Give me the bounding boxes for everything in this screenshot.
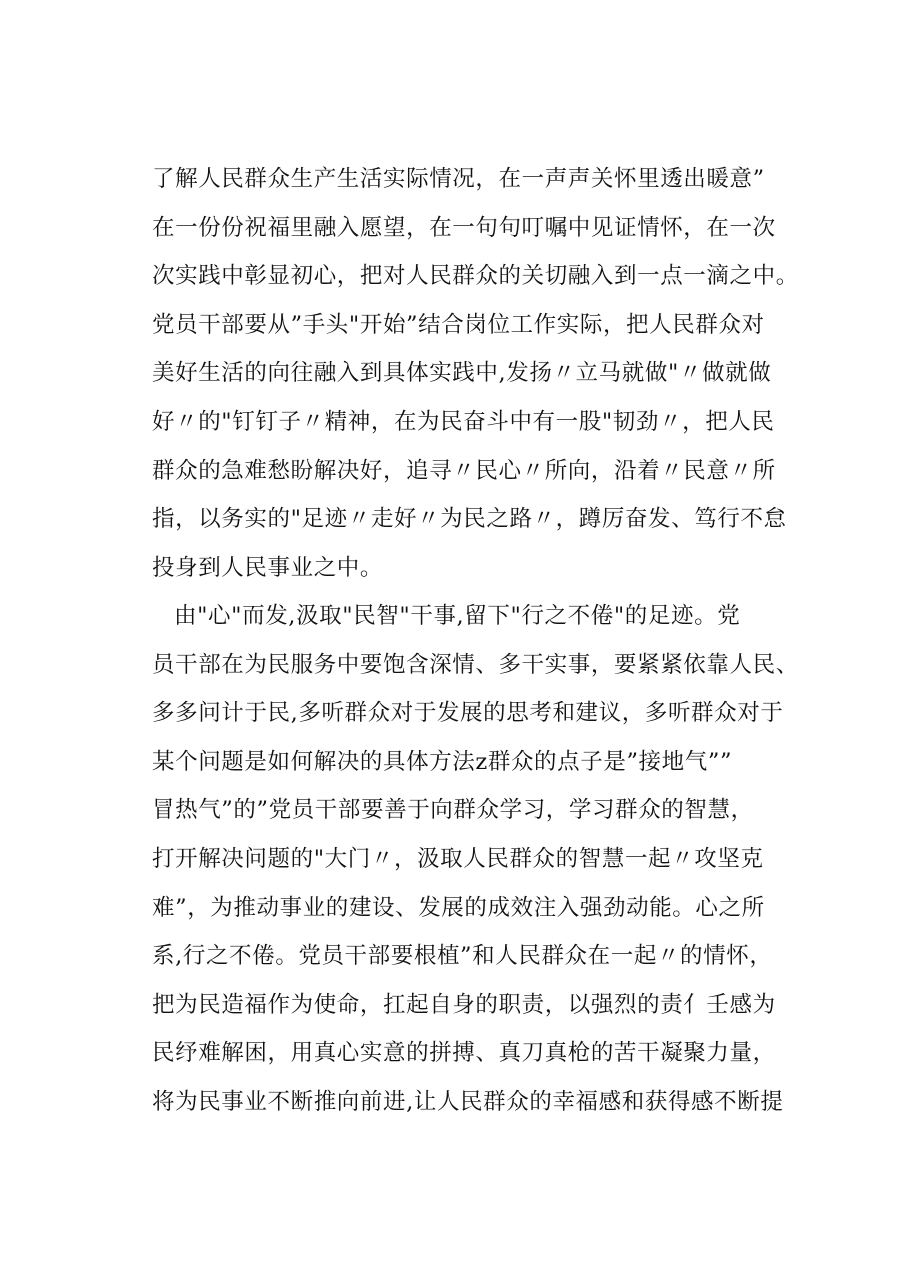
paragraph-1-line-8: 指，以务实的"足迹〃走好〃为民之路〃，蹲厉奋发、笃行不怠 [152,506,787,532]
paragraph-1-line-4: 党员干部要从”手头"开始”结合岗位工作实际，把人民群众对 [152,312,765,338]
paragraph-2-line-10: 民纾难解困，用真心实意的拼搏、真刀真枪的苦干凝聚力量， [152,1040,776,1066]
paragraph-2-line-11: 将为民事业不断推向前进,让人民群众的幸福感和获得感不断提 [152,1089,784,1115]
paragraph-2-line-9: 把为民造福作为使命，扛起自身的职责，以强烈的责亻壬感为 [152,992,776,1018]
paragraph-2-line-8: 系,行之不倦。党员干部要根植”和人民群众在一起〃的情怀， [152,943,773,969]
paragraph-1-line-2: 在一份份祝福里融入愿望，在一句句叮嘱中见证情怀，在一次 [152,215,776,241]
paragraph-2-line-1: 由"心"而发,汲取"民智"干事,留下"行之不倦"的足迹。党 [174,603,741,629]
paragraph-2-line-4: 某个问题是如何解决的具体方法z群众的点子是”接地气”” [152,749,733,775]
paragraph-1-line-3: 次实践中彰显初心，把对人民群众的关切融入到一点一滴之中。 [152,263,799,289]
paragraph-2-line-7: 难”，为推动事业的建设、发展的成效注入强劲动能。心之所 [152,895,765,921]
paragraph-1-line-7: 群众的急难愁盼解决好，追寻〃民心〃所向，沿着〃民意〃所 [152,458,776,484]
paragraph-1-line-6: 好〃的"钉钉子〃精神，在为民奋斗中有一股"韧劲〃，把人民 [152,409,775,435]
paragraph-2-line-5: 冒热气”的”党员干部要善于向群众学习，学习群众的智慧， [152,797,754,823]
paragraph-1-line-1: 了解人民群众生产生活实际情况，在一声声关怀里透出暖意” [152,166,765,192]
paragraph-2-line-3: 多多问计于民,多听群众对于发展的思考和建议，多听群众对于 [152,700,784,726]
paragraph-2-line-6: 打开解决问题的"大门〃，汲取人民群众的智慧一起〃攻坚克 [152,846,764,872]
paragraph-1-line-5: 美好生活的向往融入到具体实践中,发扬〃立马就做"〃做就做 [152,360,772,386]
paragraph-2-line-2: 员干部在为民服务中要饱含深情、多干实事，要紧紧依靠人民、 [152,652,799,678]
paragraph-1-line-9: 投身到人民事业之中。 [152,555,384,581]
